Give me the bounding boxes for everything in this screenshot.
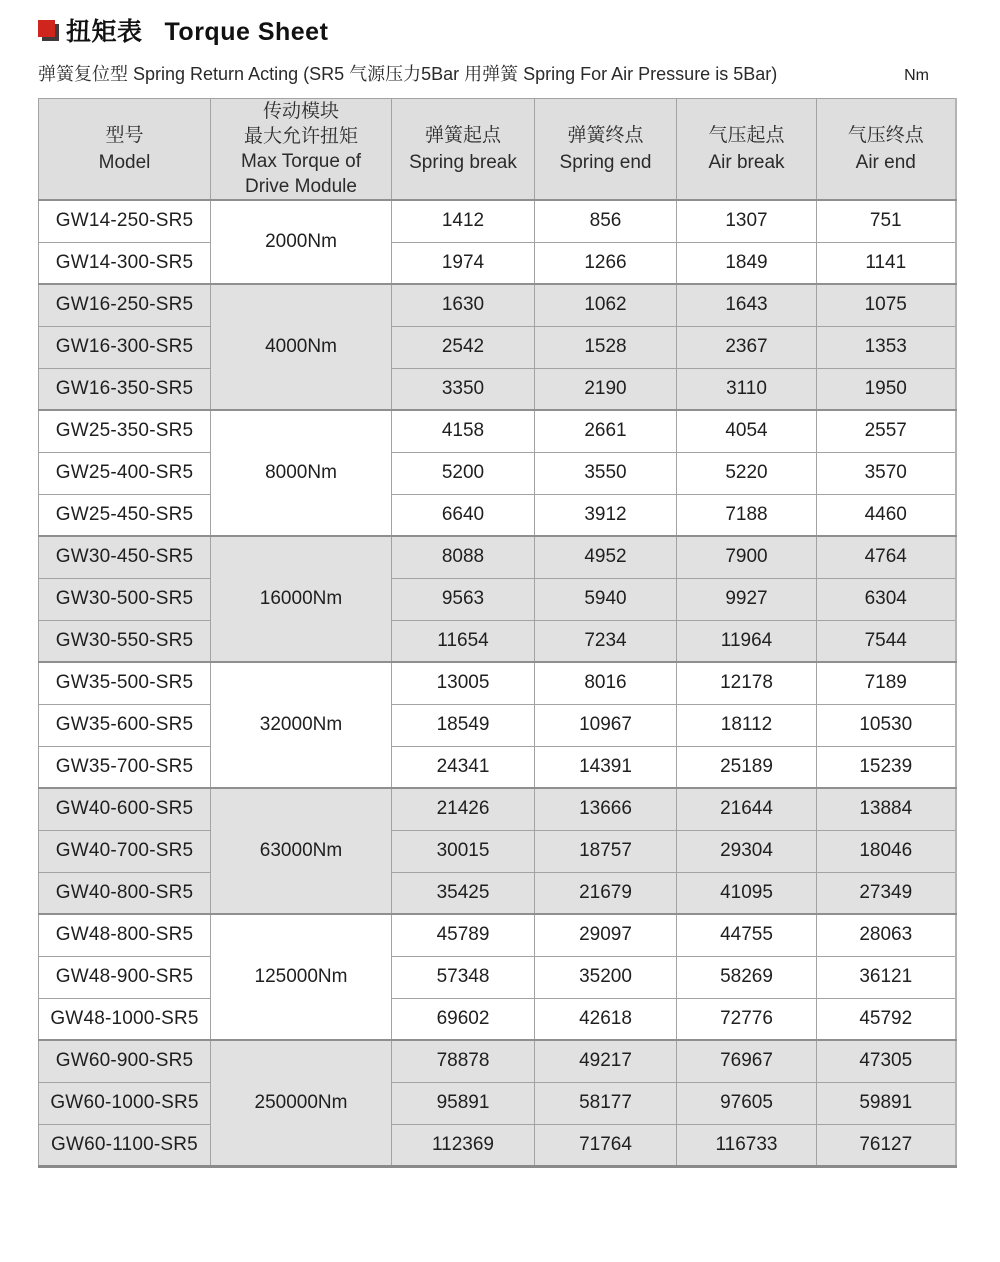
air-end-cell: 59891	[817, 1082, 956, 1124]
spring-break-cell: 4158	[392, 410, 535, 452]
air-end-cell: 36121	[817, 956, 956, 998]
table-row	[39, 452, 956, 494]
air-break-cell: 4054	[677, 410, 817, 452]
model-cell: GW16-250-SR5	[39, 284, 211, 326]
spring-end-cell: 21679	[535, 872, 677, 914]
table-row	[39, 662, 956, 704]
air-end-cell: 1950	[817, 368, 956, 410]
model-cell: GW14-250-SR5	[39, 200, 211, 242]
spring-break-cell: 21426	[392, 788, 535, 830]
col-header-spring-break	[392, 99, 535, 201]
model-cell: GW16-350-SR5	[39, 368, 211, 410]
red-square-bullet-icon	[38, 20, 55, 37]
model-cell: GW35-600-SR5	[39, 704, 211, 746]
model-cell: GW48-1000-SR5	[39, 998, 211, 1040]
spring-end-cell: 35200	[535, 956, 677, 998]
air-break-cell: 25189	[677, 746, 817, 788]
air-break-cell: 1307	[677, 200, 817, 242]
air-end-cell: 1075	[817, 284, 956, 326]
spring-break-cell: 1412	[392, 200, 535, 242]
air-end-cell: 3570	[817, 452, 956, 494]
model-cell: GW40-800-SR5	[39, 872, 211, 914]
col-header-spring-break-en: Spring break	[409, 152, 517, 173]
spring-break-cell: 9563	[392, 578, 535, 620]
air-break-cell: 58269	[677, 956, 817, 998]
model-cell: GW60-1100-SR5	[39, 1124, 211, 1166]
spring-end-cell: 2661	[535, 410, 677, 452]
spring-end-cell: 856	[535, 200, 677, 242]
air-end-cell: 18046	[817, 830, 956, 872]
model-cell: GW16-300-SR5	[39, 326, 211, 368]
spring-break-cell: 8088	[392, 536, 535, 578]
max-torque-cell: 8000Nm	[211, 410, 392, 536]
table-row	[39, 872, 956, 914]
table-row	[39, 1040, 956, 1082]
col-header-spring-end-zh: 弹簧终点	[567, 125, 644, 146]
model-cell: GW30-500-SR5	[39, 578, 211, 620]
model-cell: GW40-600-SR5	[39, 788, 211, 830]
air-end-cell: 76127	[817, 1124, 956, 1166]
air-break-cell: 76967	[677, 1040, 817, 1082]
col-header-air-break	[677, 99, 817, 201]
table-row	[39, 410, 956, 452]
max-torque-cell: 2000Nm	[211, 200, 392, 284]
table-row	[39, 284, 956, 326]
air-end-cell: 7189	[817, 662, 956, 704]
air-end-cell: 6304	[817, 578, 956, 620]
spring-end-cell: 2190	[535, 368, 677, 410]
col-header-max-torque-zh2: 最大允许扭矩	[243, 126, 358, 147]
spring-end-cell: 3912	[535, 494, 677, 536]
max-torque-cell: 63000Nm	[211, 788, 392, 914]
air-break-cell: 1643	[677, 284, 817, 326]
air-end-cell: 27349	[817, 872, 956, 914]
spring-break-cell: 13005	[392, 662, 535, 704]
spring-end-cell: 42618	[535, 998, 677, 1040]
table-row	[39, 830, 956, 872]
col-header-model-zh: 型号	[105, 125, 144, 146]
col-header-spring-end-en: Spring end	[559, 152, 652, 173]
table-row	[39, 956, 956, 998]
col-header-air-break-zh: 气压起点	[708, 125, 785, 146]
air-end-cell: 2557	[817, 410, 956, 452]
spring-end-cell: 18757	[535, 830, 677, 872]
spring-break-cell: 6640	[392, 494, 535, 536]
air-break-cell: 41095	[677, 872, 817, 914]
air-end-cell: 13884	[817, 788, 956, 830]
table-row	[39, 1124, 956, 1166]
model-cell: GW48-800-SR5	[39, 914, 211, 956]
table-row	[39, 326, 956, 368]
spring-end-cell: 13666	[535, 788, 677, 830]
spring-end-cell: 8016	[535, 662, 677, 704]
table-row	[39, 788, 956, 830]
spring-break-cell: 95891	[392, 1082, 535, 1124]
model-cell: GW35-700-SR5	[39, 746, 211, 788]
table-row	[39, 914, 956, 956]
spring-end-cell: 29097	[535, 914, 677, 956]
air-break-cell: 21644	[677, 788, 817, 830]
air-break-cell: 12178	[677, 662, 817, 704]
spring-break-cell: 1974	[392, 242, 535, 284]
model-cell: GW30-450-SR5	[39, 536, 211, 578]
spring-end-cell: 3550	[535, 452, 677, 494]
air-end-cell: 4764	[817, 536, 956, 578]
max-torque-cell: 32000Nm	[211, 662, 392, 788]
air-end-cell: 1353	[817, 326, 956, 368]
air-end-cell: 1141	[817, 242, 956, 284]
spring-end-cell: 1266	[535, 242, 677, 284]
col-header-air-end	[817, 99, 956, 201]
col-header-spring-end	[535, 99, 677, 201]
model-cell: GW30-550-SR5	[39, 620, 211, 662]
table-row	[39, 704, 956, 746]
model-cell: GW60-1000-SR5	[39, 1082, 211, 1124]
model-cell: GW60-900-SR5	[39, 1040, 211, 1082]
spring-end-cell: 7234	[535, 620, 677, 662]
air-break-cell: 7900	[677, 536, 817, 578]
col-header-air-break-en: Air break	[708, 152, 785, 173]
header-row	[39, 99, 956, 201]
spring-break-cell: 35425	[392, 872, 535, 914]
spring-end-cell: 4952	[535, 536, 677, 578]
spring-end-cell: 14391	[535, 746, 677, 788]
table-row	[39, 536, 956, 578]
spring-break-cell: 2542	[392, 326, 535, 368]
model-cell: GW14-300-SR5	[39, 242, 211, 284]
max-torque-cell: 4000Nm	[211, 284, 392, 410]
page-title-zh: 扭矩表	[66, 18, 143, 46]
model-cell: GW40-700-SR5	[39, 830, 211, 872]
col-header-max-torque	[211, 99, 392, 201]
air-break-cell: 18112	[677, 704, 817, 746]
col-header-max-torque-en1: Max Torque of	[240, 151, 362, 172]
air-end-cell: 15239	[817, 746, 956, 788]
table-body	[39, 200, 956, 1166]
model-cell: GW25-350-SR5	[39, 410, 211, 452]
air-break-cell: 7188	[677, 494, 817, 536]
air-break-cell: 5220	[677, 452, 817, 494]
air-end-cell: 7544	[817, 620, 956, 662]
air-break-cell: 29304	[677, 830, 817, 872]
spring-break-cell: 57348	[392, 956, 535, 998]
spring-break-cell: 30015	[392, 830, 535, 872]
page-title	[66, 12, 328, 48]
air-end-cell: 751	[817, 200, 956, 242]
air-end-cell: 45792	[817, 998, 956, 1040]
air-break-cell: 44755	[677, 914, 817, 956]
air-end-cell: 4460	[817, 494, 956, 536]
col-header-model	[39, 99, 211, 201]
air-break-cell: 11964	[677, 620, 817, 662]
spring-break-cell: 5200	[392, 452, 535, 494]
spring-break-cell: 45789	[392, 914, 535, 956]
spring-end-cell: 58177	[535, 1082, 677, 1124]
table-row	[39, 578, 956, 620]
air-break-cell: 116733	[677, 1124, 817, 1166]
col-header-spring-break-zh: 弹簧起点	[424, 125, 501, 146]
model-cell: GW25-450-SR5	[39, 494, 211, 536]
page-header	[38, 14, 1000, 46]
spring-break-cell: 18549	[392, 704, 535, 746]
model-cell: GW35-500-SR5	[39, 662, 211, 704]
table-row	[39, 200, 956, 242]
model-cell: GW25-400-SR5	[39, 452, 211, 494]
spring-break-cell: 69602	[392, 998, 535, 1040]
table-row	[39, 620, 956, 662]
table-row	[39, 746, 956, 788]
table-row	[39, 368, 956, 410]
col-header-air-end-en: Air end	[855, 152, 916, 173]
spring-break-cell: 112369	[392, 1124, 535, 1166]
unit-label: Nm	[904, 67, 929, 84]
spring-break-cell: 11654	[392, 620, 535, 662]
table-row	[39, 998, 956, 1040]
spring-break-cell: 1630	[392, 284, 535, 326]
col-header-air-end-zh: 气压终点	[847, 125, 924, 146]
max-torque-cell: 16000Nm	[211, 536, 392, 662]
air-end-cell: 47305	[817, 1040, 956, 1082]
table-row	[39, 494, 956, 536]
torque-table	[38, 98, 957, 1168]
spring-end-cell: 1528	[535, 326, 677, 368]
air-break-cell: 9927	[677, 578, 817, 620]
max-torque-cell: 250000Nm	[211, 1040, 392, 1166]
subtitle-text: 弹簧复位型 Spring Return Acting (SR5 气源压力5Bar 用弹簧 Spring For Air Pressure is 5Bar)	[38, 64, 778, 84]
table-row	[39, 1082, 956, 1124]
spring-end-cell: 49217	[535, 1040, 677, 1082]
spring-end-cell: 10967	[535, 704, 677, 746]
max-torque-cell: 125000Nm	[211, 914, 392, 1040]
spring-break-cell: 3350	[392, 368, 535, 410]
model-cell: GW48-900-SR5	[39, 956, 211, 998]
air-break-cell: 1849	[677, 242, 817, 284]
spring-end-cell: 71764	[535, 1124, 677, 1166]
air-break-cell: 3110	[677, 368, 817, 410]
subtitle-row	[38, 60, 955, 86]
col-header-model-en: Model	[98, 152, 151, 173]
air-end-cell: 10530	[817, 704, 956, 746]
table-row	[39, 242, 956, 284]
col-header-max-torque-zh1: 传动模块	[262, 101, 339, 122]
air-break-cell: 2367	[677, 326, 817, 368]
spring-break-cell: 78878	[392, 1040, 535, 1082]
spring-end-cell: 1062	[535, 284, 677, 326]
spring-break-cell: 24341	[392, 746, 535, 788]
spring-end-cell: 5940	[535, 578, 677, 620]
page-title-en: Torque Sheet	[164, 18, 329, 46]
col-header-max-torque-en2: Drive Module	[245, 176, 357, 197]
air-end-cell: 28063	[817, 914, 956, 956]
air-break-cell: 72776	[677, 998, 817, 1040]
air-break-cell: 97605	[677, 1082, 817, 1124]
